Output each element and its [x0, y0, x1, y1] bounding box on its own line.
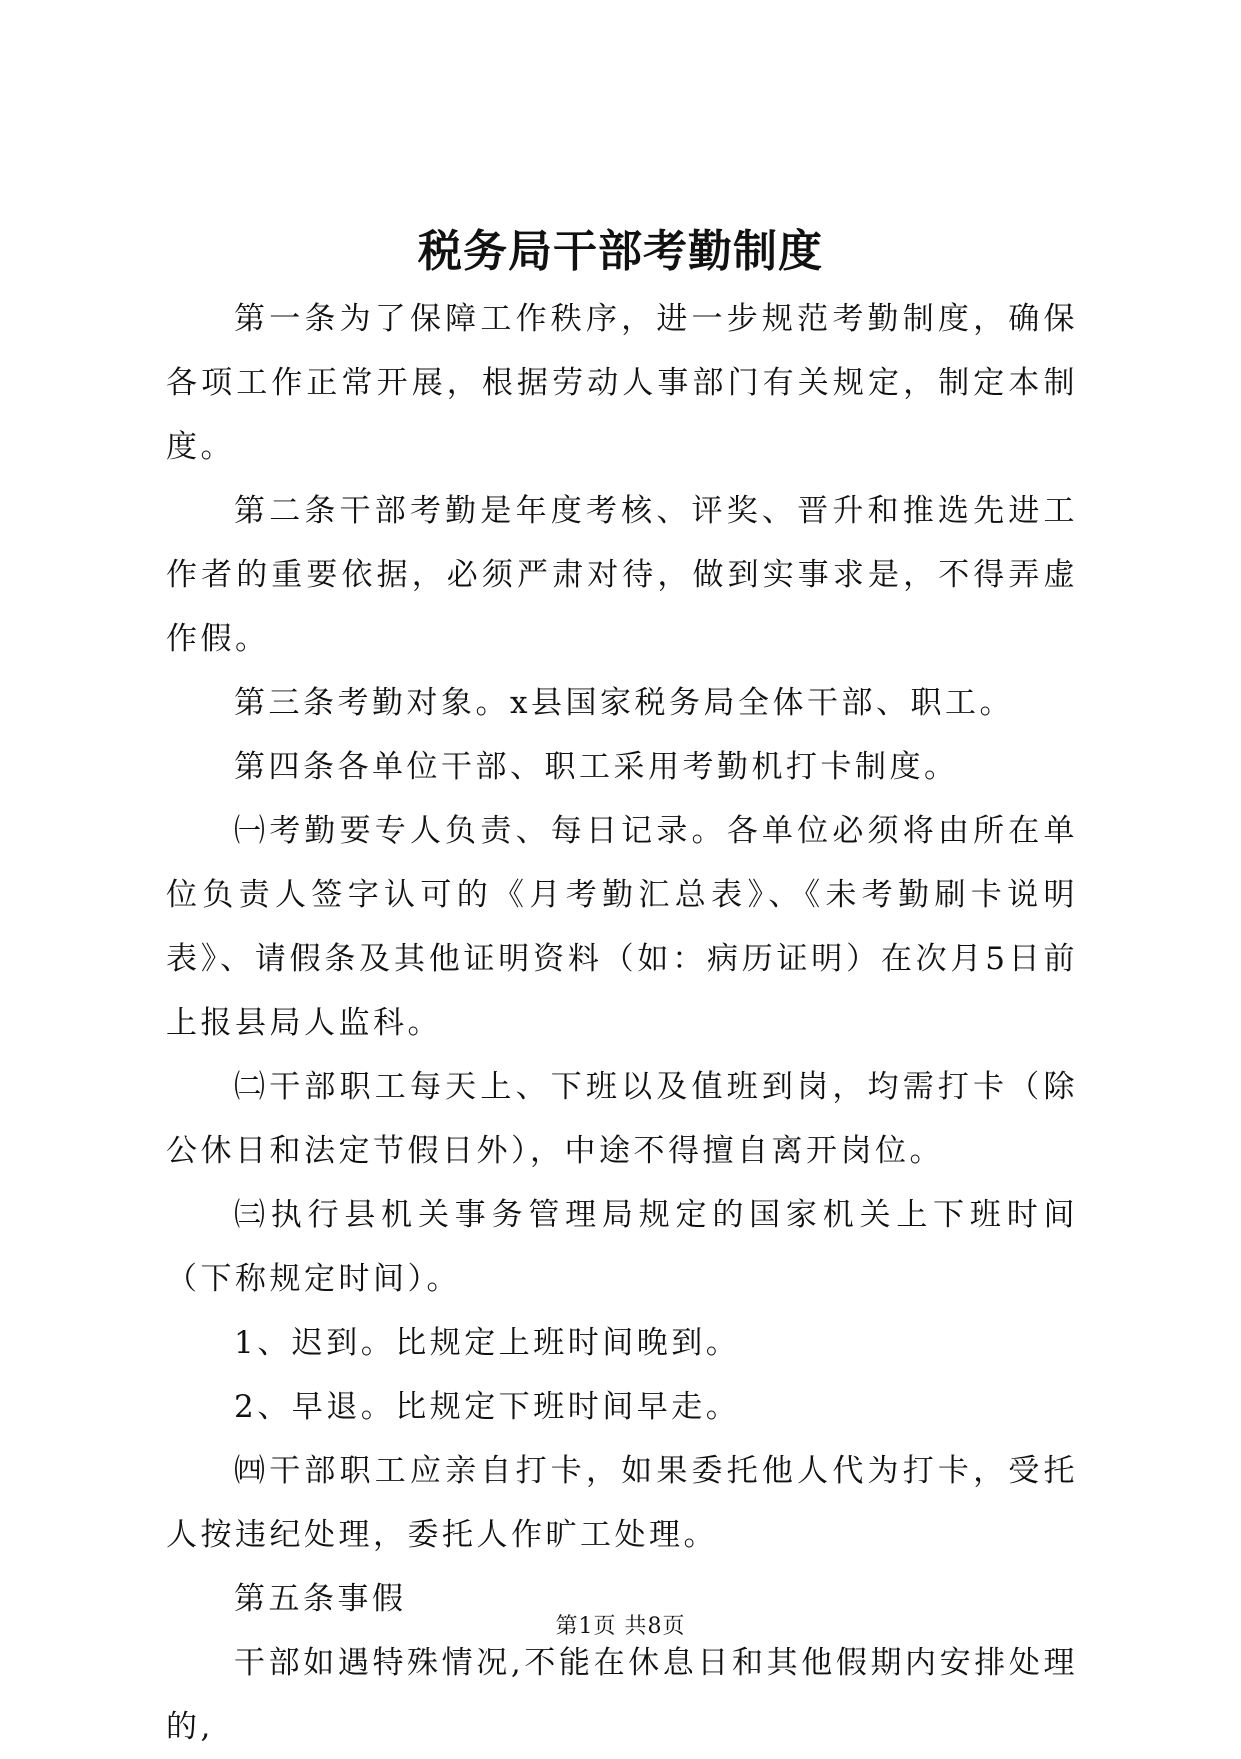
paragraph: 第四条各单位干部、职工采用考勤机打卡制度。 — [234, 749, 959, 785]
paragraph: 第二条干部考勤是年度考核、评奖、晋升和推选先进工作者的重要依据，必须严肃对待，做到实事求是，不得弄虚作假。 — [166, 493, 1078, 657]
document-body — [166, 287, 1078, 1759]
paragraph: 第一条为了保障工作秩序，进一步规范考勤制度，确保各项工作正常开展，根据劳动人事部门有关规定，制定本制度。 — [166, 301, 1078, 465]
paragraph: 第五条事假 — [234, 1581, 407, 1617]
paragraph: ㈠考勤要专人负责、每日记录。各单位必须将由所在单位负责人签字认可的《月考勤汇总表》、《未考勤刷卡说明表》、请假条及其他证明资料（如：病历证明）在次月5日前上报县局人监科。 — [166, 813, 1078, 1041]
paragraph: 1、迟到。比规定上班时间晚到。 — [234, 1325, 741, 1361]
document-title: 税务局干部考勤制度 — [418, 226, 823, 277]
paragraph: 2、早退。比规定下班时间早走。 — [234, 1389, 741, 1425]
paragraph: 干部如遇特殊情况,不能在休息日和其他假期内安排处理的, — [166, 1645, 1078, 1745]
paragraph: ㈡干部职工每天上、下班以及值班到岗，均需打卡（除公休日和法定节假日外），中途不得擅自离开岗位。 — [166, 1069, 1078, 1169]
paragraph: 第三条考勤对象。x县国家税务局全体干部、职工。 — [234, 685, 1014, 721]
paragraph: ㈢执行县机关事务管理局规定的国家机关上下班时间（下称规定时间）。 — [166, 1197, 1078, 1297]
page-number-footer: 第1页 共8页 — [555, 1614, 686, 1639]
paragraph: ㈣干部职工应亲自打卡，如果委托他人代为打卡，受托人按违纪处理，委托人作旷工处理。 — [166, 1453, 1078, 1553]
